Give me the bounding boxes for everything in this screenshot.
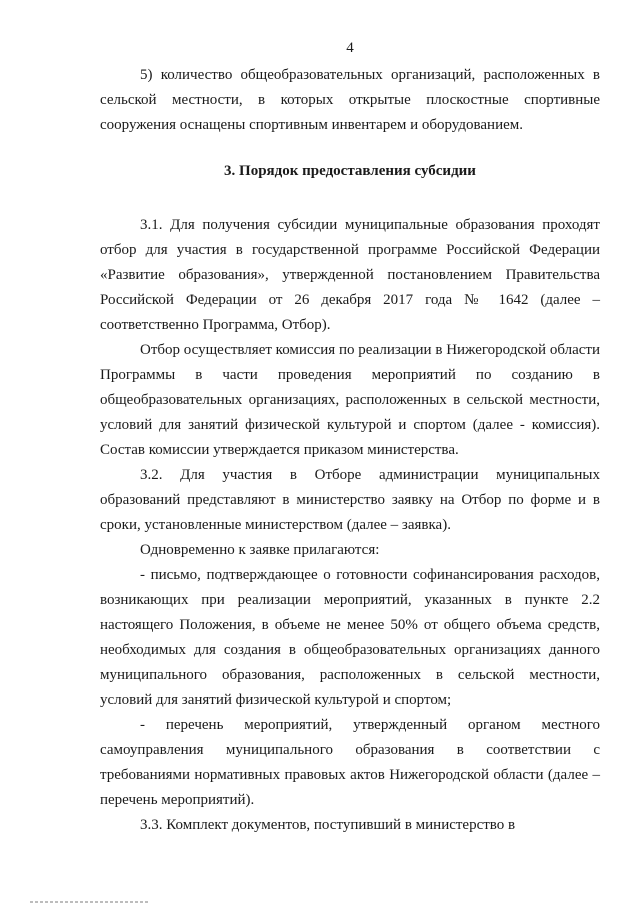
paragraph-item-5: 5) количество общеобразовательных организаций, расположенных в сельской местности, в которых открытые плоскостные спортивные сооружения оснащены спортивным инвентарем и оборудованием. xyxy=(100,67,600,133)
document-body xyxy=(100,63,600,838)
paragraph-commission: Отбор осуществляет комиссия по реализации в Нижегородской области Программы в части проведения мероприятий по созданию в общеобразовательных организациях, расположенных в сельской местности, условий для занятий физической культурой и спортом (далее - комиссия). Состав комиссии утверждается приказом министерства. xyxy=(100,342,600,458)
section-heading: 3. Порядок предоставления субсидии xyxy=(224,163,476,179)
paragraph-3-1: 3.1. Для получения субсидии муниципальные образования проходят отбор для участия в государственной программе Российской Федерации «Развитие образования», утвержденной постановлением Правительства Российской Федерации от 26 декабря 2017 года № 1642 (далее – соответственно Программа, Отбор). xyxy=(100,217,600,333)
paragraph-3-2: 3.2. Для участия в Отборе администрации муниципальных образований представляют в министерство заявку на Отбор по форме и в сроки, установленные министерством (далее – заявка). xyxy=(100,467,600,533)
paragraph-3-3: 3.3. Комплект документов, поступивший в министерство в xyxy=(140,817,516,833)
scan-artifact xyxy=(30,901,150,903)
paragraph-letter: - письмо, подтверждающее о готовности софинансирования расходов, возникающих при реализации мероприятий, указанных в пункте 2.2 настоящего Положения, в объеме не менее 50% от общего объема средств, необходимых для создания в общеобразовательных организациях данного муниципального образования, расположенных в сельской местности, условий для занятий физической культурой и спортом; xyxy=(100,567,600,708)
page-number: 4 xyxy=(346,40,354,56)
paragraph-list: - перечень мероприятий, утвержденный органом местного самоуправления муниципального образования в соответствии с требованиями нормативных правовых актов Нижегородской области (далее – перечень мероприятий). xyxy=(100,717,600,808)
paragraph-attachments: Одновременно к заявке прилагаются: xyxy=(140,542,380,558)
